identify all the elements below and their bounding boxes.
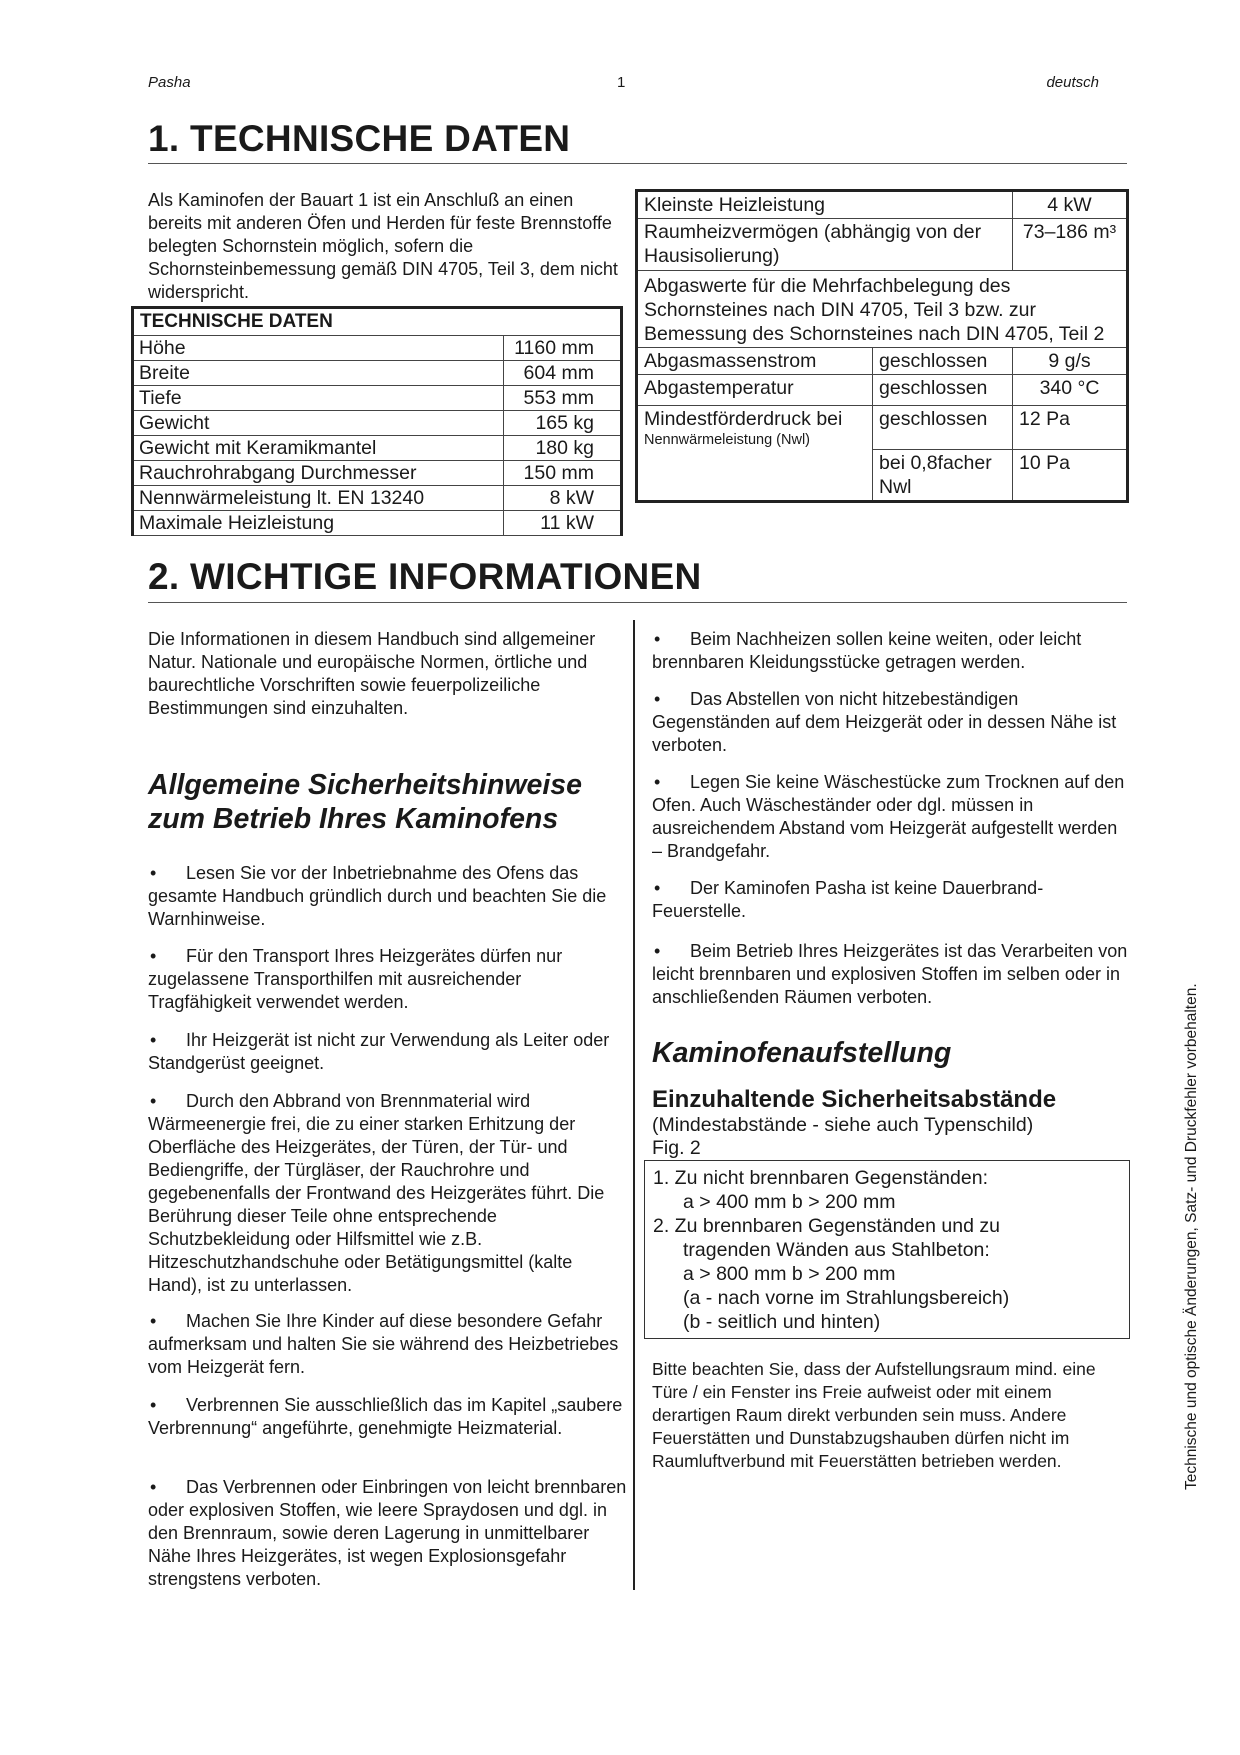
list-item-text: Machen Sie Ihre Kinder auf diese besondere Gefahr aufmerksam und halten Sie sie während des Heizbetriebes vom Heizgerät fern. [148, 1311, 619, 1377]
bullet-icon: • [150, 863, 157, 883]
bullet-icon: • [654, 772, 661, 792]
bullet-icon: • [654, 689, 661, 709]
row-value: 604 mm [504, 361, 622, 386]
table-row [637, 348, 1128, 375]
table-row [637, 271, 1128, 348]
row-value: 180 kg [504, 436, 622, 461]
row-label: Rauchrohrabgang Durchmesser [133, 461, 504, 486]
exhaust-intro: Abgaswerte für die Mehrfachbelegung des Schornsteines nach DIN 4705, Teil 3 bzw. zur Bemessung des Schornsteines nach DIN 4705, Teil 2 [637, 271, 1128, 348]
row-value: 165 kg [504, 411, 622, 436]
row-label [637, 406, 873, 502]
row-label: Kleinste Heizleistung [637, 191, 1013, 219]
draft-sublabel: Nennwärmeleistung (Nwl) [644, 432, 810, 448]
row-label: Abgastemperatur [637, 375, 873, 406]
clearance-line: a > 400 mm b > 200 mm [683, 1191, 896, 1213]
bullet-icon: • [150, 1477, 157, 1497]
bullet-icon: • [150, 1091, 157, 1111]
clearance-line: tragenden Wänden aus Stahlbeton: [683, 1239, 990, 1261]
side-disclaimer: Technische und optische Änderungen, Satz- und Druckfehler vorbehalten. [1183, 983, 1200, 1490]
row-label: Raumheizvermögen (abhängig von der Hausisolierung) [637, 219, 1013, 271]
table-row [637, 375, 1128, 406]
row-condition: bei 0,8facher Nwl [873, 450, 1013, 502]
row-value: 73–186 m³ [1013, 219, 1128, 271]
section-1-rule [148, 163, 1127, 164]
table-row [133, 361, 622, 386]
list-item-text: Der Kaminofen Pasha ist keine Dauerbrand-Feuerstelle. [652, 878, 1044, 921]
installation-heading: Kaminofenaufstellung [652, 1037, 952, 1069]
list-item-text: Verbrennen Sie ausschließlich das im Kapitel „saubere Verbrennung“ angeführte, genehmigte Heizmaterial. [148, 1395, 623, 1438]
table-row [133, 461, 622, 486]
bullet-icon: • [654, 941, 661, 961]
table-row [133, 336, 622, 361]
list-item [148, 1090, 628, 1297]
column-divider [633, 620, 635, 1590]
technical-data-table-header: TECHNISCHE DATEN [133, 308, 622, 336]
table-row [133, 436, 622, 461]
row-value: 340 °C [1013, 375, 1128, 406]
row-value: 10 Pa [1013, 450, 1128, 502]
distances-subheading: (Mindestabstände - siehe auch Typenschild) [652, 1114, 1034, 1136]
distances-heading: Einzuhaltende Sicherheitsabstände [652, 1086, 1057, 1113]
figure-label: Fig. 2 [652, 1137, 701, 1159]
table-row [133, 486, 622, 511]
list-item [148, 1310, 628, 1379]
row-value: 12 Pa [1013, 406, 1128, 450]
row-value: 9 g/s [1013, 348, 1128, 375]
page-number: 1 [617, 74, 626, 91]
section-2-rule [148, 602, 1127, 603]
clearance-line: (a - nach vorne im Strahlungsbereich) [683, 1287, 1010, 1309]
row-label: Abgasmassenstrom [637, 348, 873, 375]
safety-heading: Allgemeine Sicherheitshinweise zum Betrieb Ihres Kaminofens [148, 769, 582, 835]
clearance-line: 2. Zu brennbaren Gegenständen und zu [653, 1215, 1000, 1237]
row-value: 11 kW [504, 511, 622, 536]
list-item-text: Ihr Heizgerät ist nicht zur Verwendung als Leiter oder Standgerüst geeignet. [148, 1030, 610, 1073]
bullet-icon: • [150, 946, 157, 966]
list-item [148, 1476, 628, 1591]
table-row [637, 406, 1128, 450]
row-label: Maximale Heizleistung [133, 511, 504, 536]
list-item [652, 628, 1130, 674]
list-item-text: Beim Nachheizen sollen keine weiten, oder leicht brennbaren Kleidungsstücke getragen werden. [652, 629, 1082, 672]
row-value: 150 mm [504, 461, 622, 486]
bullet-icon: • [150, 1030, 157, 1050]
row-condition: geschlossen [873, 406, 1013, 450]
list-item-text: Das Verbrennen oder Einbringen von leicht brennbaren oder explosiven Stoffen, wie leere Spraydosen und dgl. in den Brennraum, sowie deren Lagerung in unmittelbarer Nähe Ihres Heizgerätes, ist wegen Explosionsgefahr strengstens verboten. [148, 1477, 627, 1589]
row-condition: geschlossen [873, 348, 1013, 375]
technical-data-table [131, 306, 623, 536]
row-label: Höhe [133, 336, 504, 361]
list-item-text: Das Abstellen von nicht hitzebeständigen Gegenständen auf dem Heizgerät oder in dessen Nähe ist verboten. [652, 689, 1117, 755]
exhaust-data-table [635, 189, 1129, 503]
header-product-name: Pasha [148, 74, 191, 91]
section-2-intro: Die Informationen in diesem Handbuch sind allgemeiner Natur. Nationale und europäische Normen, örtliche und baurechtliche Vorschriften sowie feuerpolizeiliche Bestimmungen sind einzuhalten. [148, 629, 596, 718]
row-label: Tiefe [133, 386, 504, 411]
section-1-title: 1. TECHNISCHE DATEN [148, 118, 571, 159]
list-item [148, 1029, 628, 1075]
list-item [652, 940, 1130, 1009]
list-item [652, 877, 1130, 923]
row-label: Gewicht mit Keramikmantel [133, 436, 504, 461]
list-item [148, 862, 628, 931]
section-2-title: 2. WICHTIGE INFORMATIONEN [148, 556, 702, 597]
table-row [637, 219, 1128, 271]
clearance-box [644, 1160, 1130, 1339]
row-condition: geschlossen [873, 375, 1013, 406]
clearance-line: a > 800 mm b > 200 mm [683, 1263, 896, 1285]
draft-label: Mindestförderdruck bei [644, 408, 843, 430]
row-value: 4 kW [1013, 191, 1128, 219]
row-value: 553 mm [504, 386, 622, 411]
list-item-text: Lesen Sie vor der Inbetriebnahme des Ofens das gesamte Handbuch gründlich durch und beachten Sie die Warnhinweise. [148, 863, 607, 929]
table-row [133, 386, 622, 411]
row-label: Gewicht [133, 411, 504, 436]
bullet-icon: • [150, 1311, 157, 1331]
closing-paragraph: Bitte beachten Sie, dass der Aufstellungsraum mind. eine Türe / ein Fenster ins Freie aufweist oder mit einem derartigen Raum direkt verbunden sein muss. Andere Feuerstätten und Dunstabzugshauben dürfen nicht im Raumluftverbund mit Feuerstätten betrieben werden. [652, 1359, 1096, 1471]
list-item [148, 1394, 628, 1440]
bullet-icon: • [654, 878, 661, 898]
row-value: 1160 mm [504, 336, 622, 361]
table-row [637, 191, 1128, 219]
table-row [133, 411, 622, 436]
list-item-text: Beim Betrieb Ihres Heizgerätes ist das Verarbeiten von leicht brennbaren und explosiven Stoffen im selben oder in anschließenden Räumen verboten. [652, 941, 1128, 1007]
clearance-line: (b - seitlich und hinten) [683, 1311, 881, 1333]
row-label: Nennwärmeleistung lt. EN 13240 [133, 486, 504, 511]
list-item-text: Durch den Abbrand von Brennmaterial wird Wärmeenergie frei, die zu einer starken Erhitzung der Oberfläche des Heizgerätes, der Türen, der Tür- und Bediengriffe, der Türgläser, der Rauchrohre und gegebenenfalls der Frontwand des Heizgerätes führt. Die Berührung dieser Teile ohne entsprechende Schutzbekleidung oder Hilfsmittel wie z.B. Hitzeschutzhandschuhe oder Betätigungsmittel (kalte Hand), ist zu unterlassen. [148, 1091, 605, 1295]
list-item-text: Legen Sie keine Wäschestücke zum Trocknen auf den Ofen. Auch Wäscheständer oder dgl. müssen in ausreichendem Abstand vom Heizgerät aufgestellt werden – Brandgefahr. [652, 772, 1125, 861]
clearance-line: 1. Zu nicht brennbaren Gegenständen: [653, 1167, 988, 1189]
header-language: deutsch [1046, 74, 1099, 91]
list-item [652, 771, 1130, 863]
row-value: 8 kW [504, 486, 622, 511]
list-item [652, 688, 1130, 757]
list-item [148, 945, 628, 1014]
bullet-icon: • [150, 1395, 157, 1415]
list-item-text: Für den Transport Ihres Heizgerätes dürfen nur zugelassene Transporthilfen mit ausreichender Tragfähigkeit verwendet werden. [148, 946, 563, 1012]
section-1-intro: Als Kaminofen der Bauart 1 ist ein Anschluß an einen bereits mit anderen Öfen und Herden für feste Brennstoffe belegten Schornstein möglich, sofern die Schornsteinbemessung gemäß DIN 4705, Teil 3, dem nicht widerspricht. [148, 190, 618, 302]
bullet-icon: • [654, 629, 661, 649]
row-label: Breite [133, 361, 504, 386]
table-row [133, 511, 622, 536]
